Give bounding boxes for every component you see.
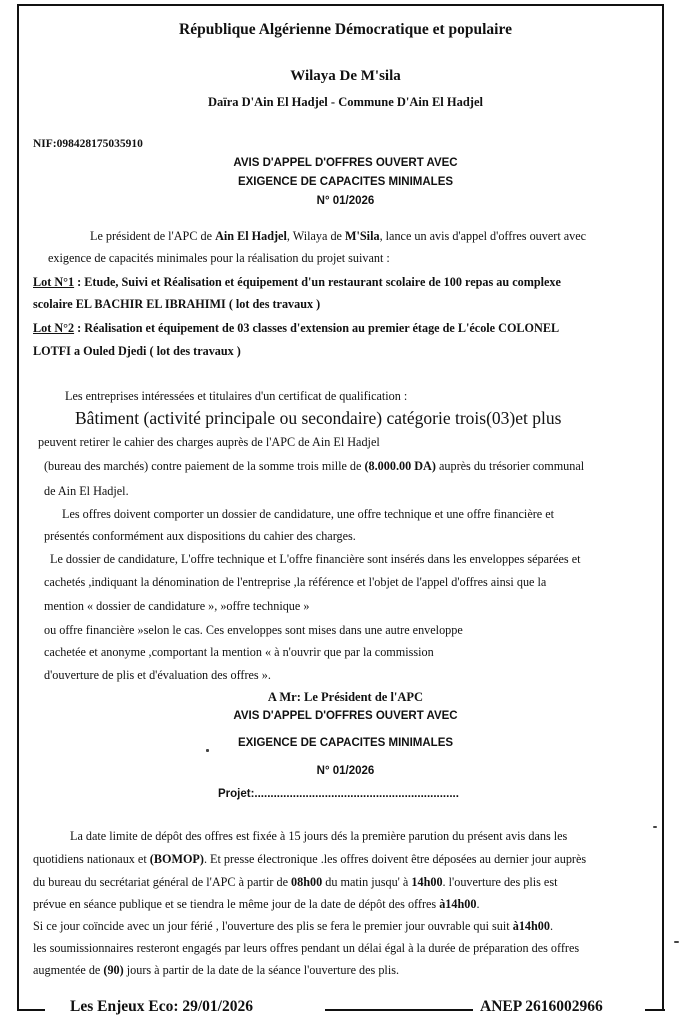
lot-2-line2: LOTFI a Ouled Djedi ( lot des travaux ) — [33, 344, 241, 358]
envelope-project: Projet:................................................................ — [218, 788, 459, 800]
notice-number: N° 01/2026 — [316, 195, 375, 207]
intro-paragraph-line2: exigence de capacités minimales pour la réalisation du projet suivant : — [48, 251, 390, 265]
offers-line2: présentés conformément aux dispositions du cahier des charges. — [44, 529, 356, 543]
envelope-title-line1: AVIS D'APPEL D'OFFRES OUVERT AVEC — [233, 710, 458, 722]
withdraw-line1: peuvent retirer le cahier des charges auprès de l'APC de Ain El Hadjel — [38, 435, 380, 449]
deadline-line6: les soumissionnaires resteront engagés par leurs offres pendant un délai égal à la durée de préparation des offres — [33, 941, 580, 955]
envelope-addressee: A Mr: Le Président de l'APC — [267, 690, 424, 704]
offers-line1: Les offres doivent comporter un dossier de candidature, une offre technique et une offre financière et — [62, 507, 555, 521]
deadline-line3: du bureau du secrétariat général de l'APC à partir de 08h00 du matin jusqu' à 14h00. l'ouverture des plis est — [33, 875, 558, 889]
deadline-line2: quotidiens nationaux et (BOMOP). Et presse électronique .les offres doivent être déposées au dernier jour auprès — [33, 852, 587, 866]
scan-speck — [206, 749, 209, 752]
withdraw-line3: de Ain El Hadjel. — [44, 484, 129, 498]
offers-line8: d'ouverture de plis et d'évaluation des offres ». — [44, 668, 271, 682]
offers-line3: Le dossier de candidature, L'offre technique et L'offre financière sont insérés dans les enveloppes séparées et — [50, 552, 581, 566]
qualification-category: Bâtiment (activité principale ou secondaire) catégorie trois(03)et plus — [75, 408, 562, 428]
deadline-line5: Si ce jour coïncide avec un jour férié , l'ouverture des plis se fera le premier jour ouvrable qui suit à14h00. — [33, 919, 554, 933]
nif-number: NIF:098428175035910 — [33, 138, 143, 150]
daira-commune: Daïra D'Ain El Hadjel - Commune D'Ain El Hadjel — [207, 95, 483, 109]
lot-1-line2: scolaire EL BACHIR EL IBRAHIMI ( lot des travaux ) — [33, 297, 321, 311]
deadline-line4: prévue en séance publique et se tiendra le même jour de la date de dépôt des offres à14h00. — [33, 897, 480, 911]
notice-title-line2: EXIGENCE DE CAPACITES MINIMALES — [237, 176, 454, 188]
deadline-line1: La date limite de dépôt des offres est fixée à 15 jours dés la première parution du présent avis dans les — [70, 829, 568, 843]
offers-line6: ou offre financière »selon le cas. Ces enveloppes sont mises dans une autre enveloppe — [44, 623, 463, 637]
scan-speck — [674, 941, 679, 943]
footer-anep-reference: ANEP 2616002966 — [474, 998, 609, 1016]
withdraw-line2: (bureau des marchés) contre paiement de la somme trois mille de (8.000.00 DA) auprès du trésorier communal — [44, 459, 585, 473]
scan-speck — [653, 826, 657, 828]
wilaya-title: Wilaya De M'sila — [290, 68, 401, 84]
offers-line5: mention « dossier de candidature », »offre technique » — [44, 599, 310, 613]
lot-1-line1: Lot N°1 : Etude, Suivi et Réalisation et équipement d'un restaurant scolaire de 100 repas au complexe — [33, 275, 561, 289]
notice-title-line1: AVIS D'APPEL D'OFFRES OUVERT AVEC — [233, 157, 458, 169]
footer-rule-left — [17, 1009, 45, 1011]
footer-rule-right — [645, 1009, 665, 1011]
footer-rule-middle — [325, 1009, 473, 1011]
lot-2-line1: Lot N°2 : Réalisation et équipement de 03 classes d'extension au premier étage de L'école COLONEL — [33, 321, 560, 335]
envelope-title-line2: EXIGENCE DE CAPACITES MINIMALES — [237, 737, 454, 749]
intro-paragraph-line1: Le président de l'APC de Ain El Hadjel, Wilaya de M'Sila, lance un avis d'appel d'offres ouvert avec — [90, 229, 587, 243]
deadline-line7: augmentée de (90) jours à partir de la date de la séance l'ouverture des plis. — [33, 963, 399, 977]
footer-source-date: Les Enjeux Eco: 29/01/2026 — [64, 998, 259, 1016]
republic-title: République Algérienne Démocratique et populaire — [179, 21, 512, 38]
envelope-number: N° 01/2026 — [316, 765, 375, 777]
offers-line4: cachetés ,indiquant la dénomination de l'entreprise ,la référence et l'objet de l'appel d'offres ainsi que la — [44, 575, 547, 589]
offers-line7: cachetée et anonyme ,comportant la mention « à n'ouvrir que par la commission — [44, 645, 434, 659]
qualification-intro: Les entreprises intéressées et titulaires d'un certificat de qualification : — [65, 389, 408, 403]
